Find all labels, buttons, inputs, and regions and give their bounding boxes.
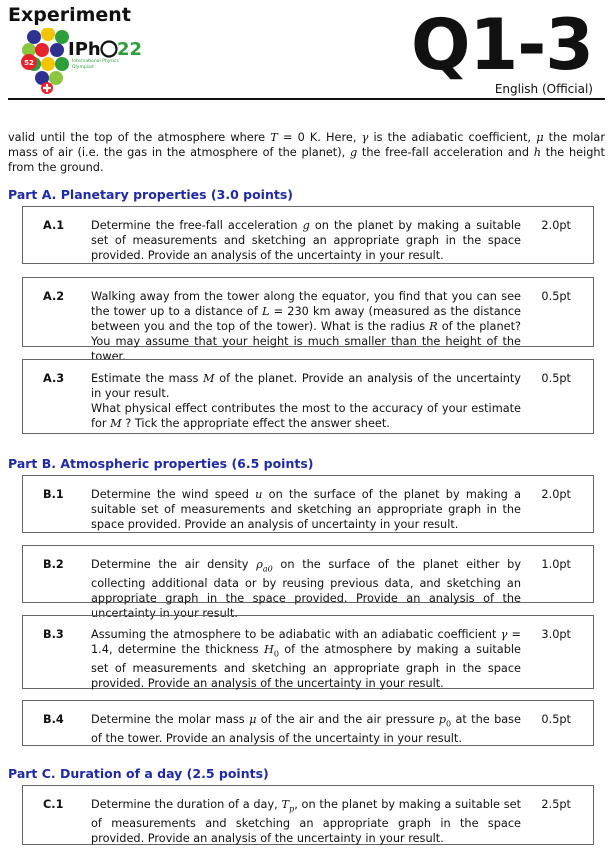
question-points: 2.5pt [541, 798, 571, 811]
question-text: Determine the free-fall acceleration g on the planet by making a suitable set of measurements and sketching an appropriate graph in the space provided. Provide an analysis of the uncertainty in your result. [91, 219, 521, 262]
question-id: B.2 [43, 558, 64, 571]
question-id: A.3 [43, 372, 65, 385]
logo-badge-text: 52 [24, 59, 34, 67]
page-header-title: Experiment [8, 4, 131, 26]
part-b-title: Part B. Atmospheric properties (6.5 points) [8, 456, 314, 471]
ipho-logo [20, 28, 150, 94]
language-label: English (Official) [494, 82, 593, 96]
question-id: B.1 [43, 488, 64, 501]
question-text: Assuming the atmosphere to be adiabatic with an adiabatic coefficient γ = 1.4, determine the thickness $H_0$ of the atmosphere by making a suitable set of measurements and sketching an appropriate graph in the space provided. Provide an analysis of the uncertainty in your result. [91, 628, 521, 691]
question-number: Q1-3 [411, 4, 593, 86]
intro-paragraph: valid until the top of the atmosphere where T = 0 K. Here, γ is the adiabatic coefficient, μ the molar mass of air (i.e. the gas in the atmosphere of the planet), g the free-fall acceleration and h the height from the ground. [8, 131, 605, 174]
logo-subtitle-1: International Physics [72, 59, 119, 64]
question-text: Determine the air density $\rho_{a0}$ on the surface of the planet either by collecting additional data or by reusing previous data, and sketching an appropriate graph in the space provided. Provide an analysis of the uncertainty in your result. [91, 558, 522, 621]
question-b1 [22, 475, 594, 533]
question-text: Estimate the mass M of the planet. Provide an analysis of the uncertainty in your result. What physical effect contributes the most to the accuracy of your estimate for M ? Tick the appropriate effect the answer sheet. [91, 372, 521, 430]
question-points: 1.0pt [541, 558, 571, 571]
question-points: 0.5pt [541, 372, 571, 385]
question-text: Determine the wind speed u on the surface of the planet by making a suitable set of measurements and sketching an appropriate graph in the space provided. Provide an analysis of uncertainty in your result. [91, 488, 522, 531]
logo-subtitle-2: Olympiad [72, 65, 94, 70]
question-id: A.1 [43, 219, 65, 232]
question-a1 [22, 206, 594, 264]
question-text: Determine the duration of a day, $T_p$, on the planet by making a suitable set of measurements and sketching an appropriate graph in the space provided. Provide an analysis of the uncertainty in your result. [91, 798, 521, 846]
question-points: 2.0pt [541, 219, 571, 232]
question-points: 2.0pt [541, 488, 571, 501]
question-a3 [22, 359, 594, 434]
question-b2 [22, 545, 594, 621]
svg-text:22: 22 [117, 39, 143, 60]
part-c-title: Part C. Duration of a day (2.5 points) [8, 766, 269, 781]
question-points: 3.0pt [541, 628, 571, 641]
question-b3 [22, 615, 594, 689]
question-points: 0.5pt [541, 713, 571, 726]
question-id: B.4 [43, 713, 64, 726]
question-id: B.3 [43, 628, 64, 641]
question-id: C.1 [43, 798, 64, 811]
part-a-title: Part A. Planetary properties (3.0 points) [8, 187, 293, 202]
question-text: Determine the molar mass μ of the air and the air pressure $p_0$ at the base of the tower. Provide an analysis of the uncertainty in your result. [91, 713, 522, 746]
logo-name-text: IPh [68, 39, 101, 60]
question-points: 0.5pt [541, 290, 571, 303]
header-divider [8, 98, 605, 100]
question-c1 [22, 785, 594, 845]
question-text: Walking away from the tower along the equator, you find that you can see the tower up to a distance of L = 230 km away (measured as the distance between you and the top of the tower). What is the radius R of the planet? You may assume that your height is much smaller than the height of the tower. [91, 290, 522, 363]
question-b4 [22, 700, 594, 746]
question-a2 [22, 277, 594, 363]
question-id: A.2 [43, 290, 65, 303]
